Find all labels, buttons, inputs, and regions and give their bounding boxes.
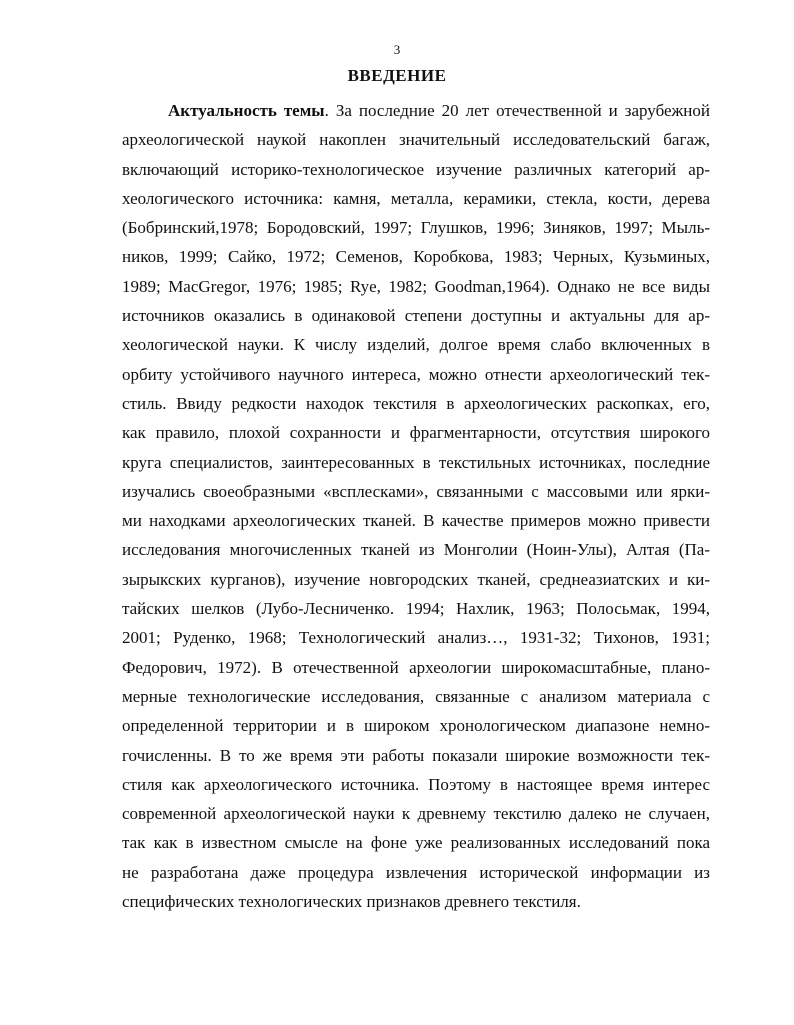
paragraph-line: орбиту устойчивого научного интереса, можно отнести археологический тек- [122,364,710,384]
paragraph-line: стиля как археологического источника. Поэтому в настоящее время интерес [122,774,710,794]
paragraph-line: круга специалистов, заинтересованных в текстильных источниках, последние [122,452,710,472]
paragraph-line: 2001; Руденко, 1968; Технологический анализ…, 1931-32; Тихонов, 1931; [122,628,710,648]
paragraph-line: не разработана даже процедура извлечения исторической информации из [122,862,710,882]
paragraph-line: как правило, плохой сохранности и фрагментарности, отсутствия широкого [122,423,710,443]
paragraph-line: ми находками археологических тканей. В качестве примеров можно привести [122,511,710,531]
page-number: 3 [393,42,401,57]
paragraph-line: археологической наукой накоплен значительный исследовательский багаж, [122,130,710,150]
paragraph-line: ников, 1999; Сайко, 1972; Семенов, Коробкова, 1983; Черных, Кузьминых, [122,247,710,267]
paragraph-line: хеологического источника: камня, металла, керамики, стекла, кости, дерева [122,188,710,208]
paragraph-line: включающий историко-технологическое изучение различных категорий ар- [122,159,710,179]
line-text: . За последние 20 лет отечественной и зарубежной [324,101,710,120]
paragraph-line: (Бобринский,1978; Бородовский, 1997; Глушков, 1996; Зиняков, 1997; Мыль- [122,218,710,238]
paragraph-line: мерные технологические исследования, связанные с анализом материала с [122,686,710,706]
section-heading: ВВЕДЕНИЕ [347,66,447,85]
paragraph-line: определенной территории и в широком хронологическом диапазоне немно- [122,716,710,736]
paragraph-line: так как в известном смысле на фоне уже реализованных исследований пока [122,833,710,853]
paragraph-line: зырыкских курганов), изучение новгородских тканей, среднеазиатских и ки- [122,569,710,589]
paragraph-line: стиль. Ввиду редкости находок текстиля в археологических раскопках, его, [122,393,710,413]
paragraph-line: источников оказались в одинаковой степени доступны и актуальны для ар- [122,306,710,326]
paragraph-line: гочисленны. В то же время эти работы показали широкие возможности тек- [122,745,710,765]
paragraph-line: современной археологической науки к древнему текстилю далеко не случаен, [122,804,710,824]
paragraph-line: изучались своеобразными «всплесками», связанными с массовыми или ярки- [122,481,710,501]
paragraph-line [122,96,710,125]
paragraph-line: Федорович, 1972). В отечественной археологии широкомасштабные, плано- [122,657,710,677]
paragraph-line: исследования многочисленных тканей из Монголии (Ноин-Улы), Алтая (Па- [122,540,710,560]
body-paragraph [122,96,710,916]
lead-phrase: Актуальность темы [168,101,325,120]
paragraph-line: хеологической науки. К числу изделий, долгое время слабо включенных в [122,335,710,355]
paragraph-line: 1989; MacGregor, 1976; 1985; Rye, 1982; Goodman,1964). Однако не все виды [122,276,710,296]
paragraph-line: тайских шелков (Лубо-Лесниченко. 1994; Нахлик, 1963; Полосьмак, 1994, [122,599,710,619]
paragraph-line: специфических технологических признаков древнего текстиля. [122,892,581,912]
